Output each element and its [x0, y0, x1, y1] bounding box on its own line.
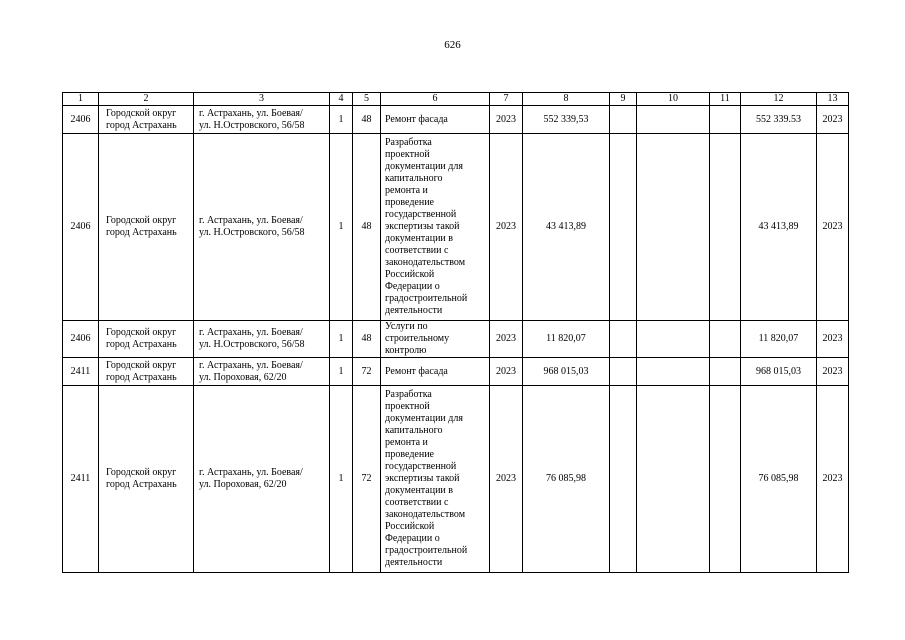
col4-cell: 1: [330, 358, 353, 386]
total-cell: 76 085,98: [741, 386, 817, 573]
year-cell: 2023: [490, 106, 523, 134]
amount-cell: 552 339,53: [523, 106, 610, 134]
empty-cell: [710, 386, 741, 573]
empty-cell: [637, 321, 710, 358]
year-cell: 2023: [490, 321, 523, 358]
col4-cell: 1: [330, 106, 353, 134]
column-header: 9: [610, 93, 637, 106]
column-header: 2: [99, 93, 194, 106]
col5-cell: 72: [353, 386, 381, 573]
work-type-cell: Ремонт фасада: [381, 106, 490, 134]
year-cell: 2023: [490, 386, 523, 573]
amount-cell: 968 015,03: [523, 358, 610, 386]
work-type-cell: Разработка проектной документации для капитального ремонта и проведение государственной экспертизы такой документации в соответствии с законодательством Российской Федерации о градостроительной деятельности: [381, 386, 490, 573]
total-cell: 11 820,07: [741, 321, 817, 358]
col4-cell: 1: [330, 321, 353, 358]
col4-cell: 1: [330, 386, 353, 573]
empty-cell: [610, 358, 637, 386]
column-header: 7: [490, 93, 523, 106]
year-cell: 2023: [490, 358, 523, 386]
col5-cell: 72: [353, 358, 381, 386]
end-year-cell: 2023: [817, 386, 849, 573]
amount-cell: 43 413,89: [523, 134, 610, 321]
total-cell: 968 015,03: [741, 358, 817, 386]
row-id-cell: 2406: [63, 134, 99, 321]
column-header: 11: [710, 93, 741, 106]
work-schedule-table: [62, 92, 849, 573]
column-header: 10: [637, 93, 710, 106]
address-cell: г. Астрахань, ул. Боевая/ ул. Н.Островского, 56/58: [194, 134, 330, 321]
empty-cell: [637, 386, 710, 573]
row-id-cell: 2411: [63, 358, 99, 386]
end-year-cell: 2023: [817, 321, 849, 358]
address-cell: г. Астрахань, ул. Боевая/ ул. Н.Островского, 56/58: [194, 106, 330, 134]
col5-cell: 48: [353, 321, 381, 358]
column-header: 12: [741, 93, 817, 106]
amount-cell: 11 820,07: [523, 321, 610, 358]
municipality-cell: Городской округ город Астрахань: [99, 386, 194, 573]
empty-cell: [710, 321, 741, 358]
municipality-cell: Городской округ город Астрахань: [99, 134, 194, 321]
table-row: [63, 134, 849, 321]
year-cell: 2023: [490, 134, 523, 321]
total-cell: 552 339.53: [741, 106, 817, 134]
table-row: [63, 386, 849, 573]
table-row: [63, 106, 849, 134]
column-header: 13: [817, 93, 849, 106]
row-id-cell: 2406: [63, 106, 99, 134]
address-cell: г. Астрахань, ул. Боевая/ ул. Н.Островского, 56/58: [194, 321, 330, 358]
municipality-cell: Городской округ город Астрахань: [99, 358, 194, 386]
end-year-cell: 2023: [817, 134, 849, 321]
municipality-cell: Городской округ город Астрахань: [99, 106, 194, 134]
col5-cell: 48: [353, 106, 381, 134]
empty-cell: [637, 358, 710, 386]
amount-cell: 76 085,98: [523, 386, 610, 573]
column-header: 3: [194, 93, 330, 106]
row-id-cell: 2406: [63, 321, 99, 358]
end-year-cell: 2023: [817, 106, 849, 134]
empty-cell: [610, 321, 637, 358]
work-type-cell: Услуги по строительному контролю: [381, 321, 490, 358]
col4-cell: 1: [330, 134, 353, 321]
empty-cell: [710, 358, 741, 386]
column-header: 1: [63, 93, 99, 106]
work-type-cell: Разработка проектной документации для капитального ремонта и проведение государственной экспертизы такой документации в соответствии с законодательством Российской Федерации о градостроительной деятельности: [381, 134, 490, 321]
address-cell: г. Астрахань, ул. Боевая/ ул. Пороховая, 62/20: [194, 358, 330, 386]
column-header: 4: [330, 93, 353, 106]
column-header: 6: [381, 93, 490, 106]
work-type-cell: Ремонт фасада: [381, 358, 490, 386]
header-row: [63, 93, 849, 106]
column-header: 8: [523, 93, 610, 106]
table-row: [63, 358, 849, 386]
empty-cell: [610, 106, 637, 134]
address-cell: г. Астрахань, ул. Боевая/ ул. Пороховая, 62/20: [194, 386, 330, 573]
total-cell: 43 413,89: [741, 134, 817, 321]
empty-cell: [710, 106, 741, 134]
empty-cell: [637, 106, 710, 134]
table-row: [63, 321, 849, 358]
row-id-cell: 2411: [63, 386, 99, 573]
empty-cell: [637, 134, 710, 321]
empty-cell: [610, 386, 637, 573]
page-number: 626: [444, 39, 461, 51]
empty-cell: [710, 134, 741, 321]
col5-cell: 48: [353, 134, 381, 321]
column-header: 5: [353, 93, 381, 106]
empty-cell: [610, 134, 637, 321]
end-year-cell: 2023: [817, 358, 849, 386]
municipality-cell: Городской округ город Астрахань: [99, 321, 194, 358]
